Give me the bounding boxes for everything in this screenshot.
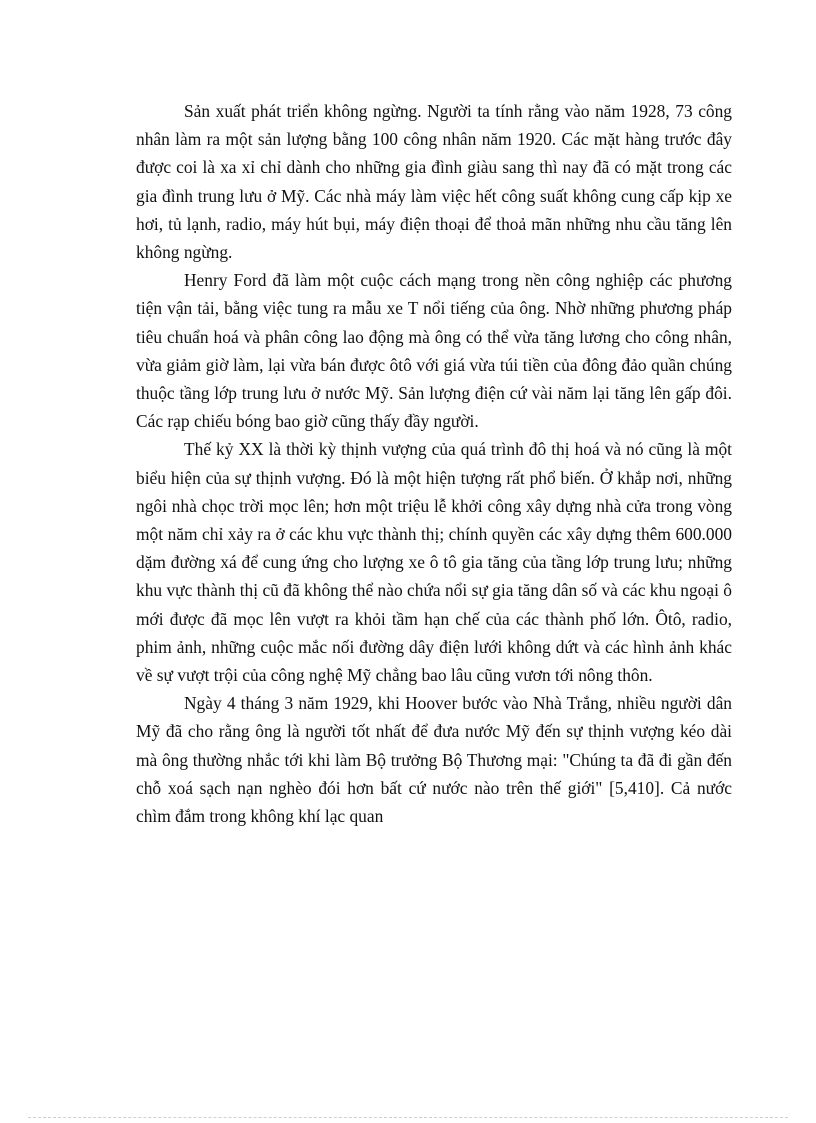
paragraph-henry-ford: Henry Ford đã làm một cuộc cách mạng trong nền công nghiệp các phương tiện vận tải, bằng việc tung ra mẫu xe T nổi tiếng của ông. Nhờ những phương pháp tiêu chuẩn hoá và phân công lao động mà ông có thể vừa tăng lương cho công nhân, vừa giảm giờ làm, lại vừa bán được ôtô với giá vừa túi tiền của đông đảo quần chúng thuộc tầng lớp trung lưu ở nước Mỹ. Sản lượng điện cứ vài năm lại tăng lên gấp đôi. Các rạp chiếu bóng bao giờ cũng thấy đầy người. xyxy=(136,270,732,432)
paragraph-urbanization: Thế kỷ XX là thời kỳ thịnh vượng của quá trình đô thị hoá và nó cũng là một biểu hiện của sự thịnh vượng. Đó là một hiện tượng rất phổ biến. Ở khắp nơi, những ngôi nhà chọc trời mọc lên; hơn một triệu lễ khởi công xây dựng nhà cửa trong vòng một năm chỉ xảy ra ở các khu vực thành thị; chính quyền các xây dựng thêm 600.000 dặm đường xá để cung ứng cho lượng xe ô tô gia tăng của tầng lớp trung lưu; những khu vực thành thị cũ đã không thể nào chứa nổi sự gia tăng dân số và các khu ngoại ô mới được đã mọc lên vượt ra khỏi tầm hạn chế của các thành phố lớn. Ôtô, radio, phim ảnh, những cuộc mắc nối đường dây điện lưới không dứt và các hình ảnh khác về sự vượt trội của công nghệ Mỹ chẳng bao lâu cũng vươn tới nông thôn. xyxy=(136,439,732,686)
paragraph-production-growth: Sản xuất phát triển không ngừng. Người ta tính rằng vào năm 1928, 73 công nhân làm ra một sản lượng bằng 100 công nhân năm 1920. Các mặt hàng trước đây được coi là xa xỉ chỉ dành cho những gia đình giàu sang thì nay đã có mặt trong các gia đình trung lưu ở Mỹ. Các nhà máy làm việc hết công suất không cung cấp kịp xe hơi, tủ lạnh, radio, máy hút bụi, máy điện thoại để thoả mãn những nhu cầu tăng lên không ngừng. xyxy=(136,101,732,263)
paragraph-hoover: Ngày 4 tháng 3 năm 1929, khi Hoover bước vào Nhà Trắng, nhiều người dân Mỹ đã cho rằng ông là người tốt nhất để đưa nước Mỹ đến sự thịnh vượng kéo dài mà ông thường nhắc tới khi làm Bộ trưởng Bộ Thương mại: "Chúng ta đã đi gần đến chỗ xoá sạch nạn nghèo đói hơn bất cứ nước nào trên thế giới" [5,410]. Cả nước chìm đắm trong không khí lạc quan xyxy=(136,693,732,827)
page-bottom-divider xyxy=(28,1117,788,1118)
body-text xyxy=(136,97,732,830)
